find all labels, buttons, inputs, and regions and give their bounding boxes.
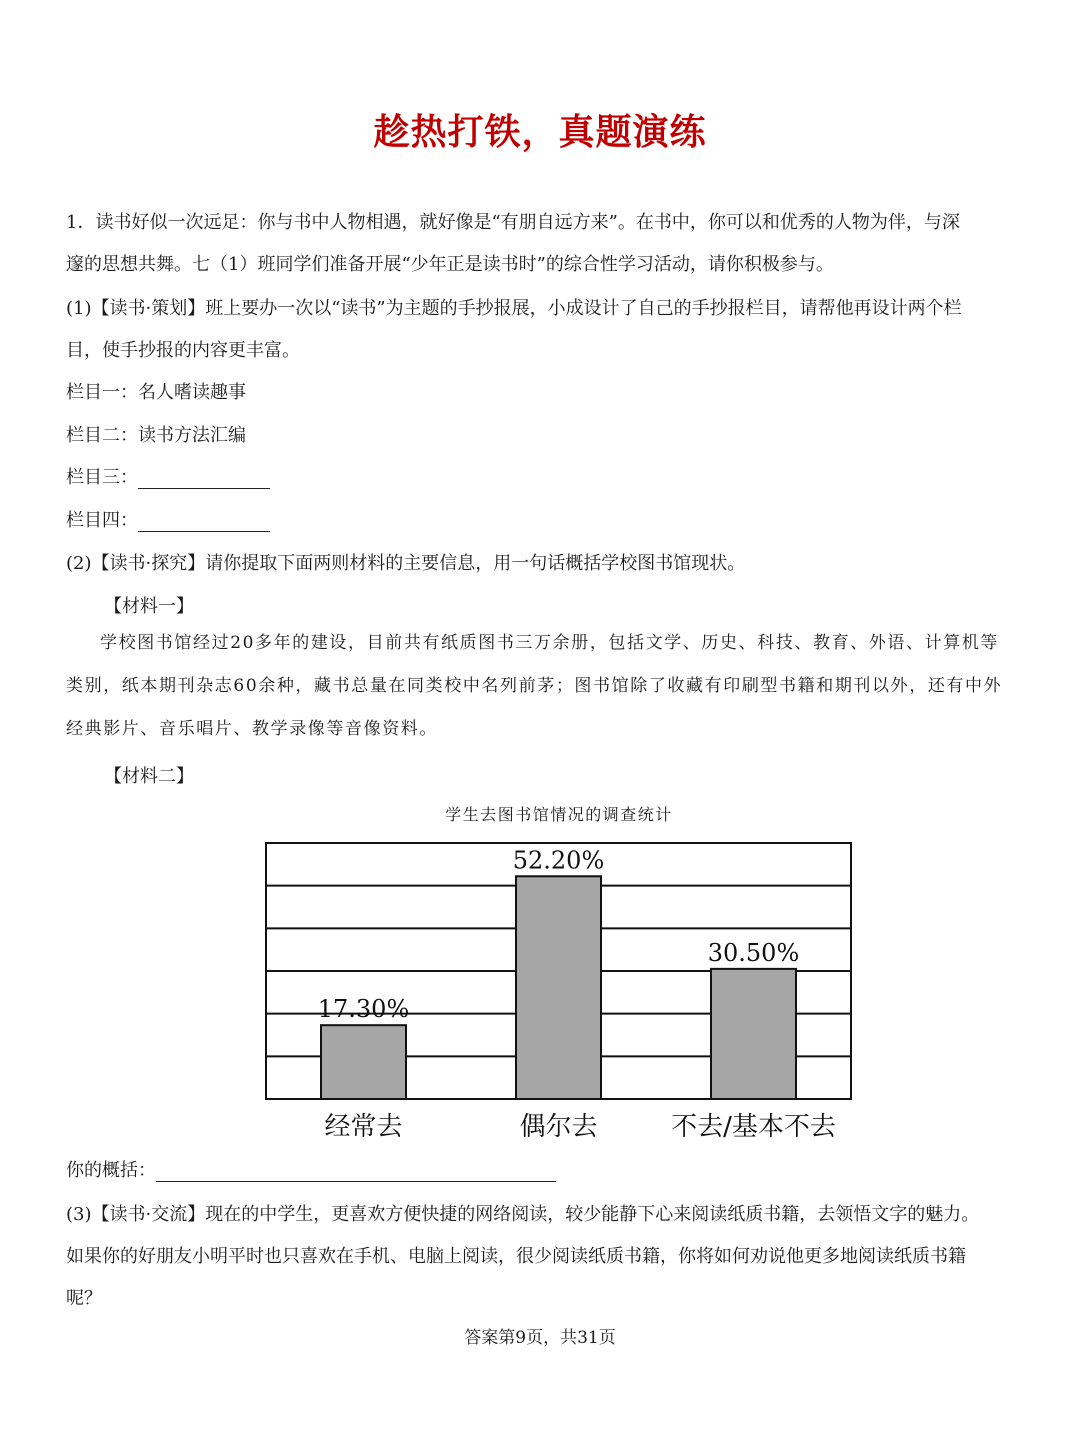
summary-label: 你的概括： [66,1160,156,1181]
part3-prompt-line-3: 呢？ [66,1288,102,1309]
part1-prompt-line-1: (1)【读书·策划】班上要办一次以“读书”为主题的手抄报展，小成设计了自己的手抄报栏目，请帮他再设计两个栏 [66,298,962,319]
part3-prompt-line-2: 如果你的好朋友小明平时也只喜欢在手机、电脑上阅读，很少阅读纸质书籍，你将如何劝说他更多地阅读纸质书籍 [66,1246,966,1267]
chart-bar [711,969,796,1099]
chart-data-label: 30.50% [707,938,800,967]
summary-answer-blank[interactable] [156,1163,556,1182]
question-intro-line-2: 邃的思想共舞。七（1）班同学们准备开展“少年正是读书时”的综合性学习活动，请你积极参与。 [66,254,834,275]
chart-data-label: 52.20% [512,846,605,875]
material2-label: 【材料二】 [104,766,194,787]
material1-text: 学校图书馆经过20多年的建设，目前共有纸质图书三万余册，包括文学、历史、科技、教育、外语、计算机等类别，纸本期刊杂志60余种，藏书总量在同类校中名列前茅；图书馆除了收藏有印刷型书籍和期刊以外，还有中外经典影片、音乐唱片、教学录像等音像资料。 [66,633,1003,739]
part2-prompt: (2)【读书·探究】请你提取下面两则材料的主要信息，用一句话概括学校图书馆现状。 [66,553,746,574]
chart-bar [321,1025,406,1099]
chart-category-label: 经常去 [324,1112,403,1142]
page-title: 趁热打铁，真题演练 [373,111,707,153]
column-two: 栏目二：读书方法汇编 [66,425,246,446]
chart-data-label: 17.30% [317,995,410,1024]
part3-prompt-line-1: (3)【读书·交流】现在的中学生，更喜欢方便快捷的网络阅读，较少能静下心来阅读纸质书籍，去领悟文字的魅力。 [66,1204,980,1225]
column-one: 栏目一：名人嗜读趣事 [66,382,246,403]
question-intro-line-1: 1．读书好似一次远足：你与书中人物相遇，就好像是“有朋自远方来”。在书中，你可以和优秀的人物为伴，与深 [66,212,960,233]
chart-title: 学生去图书馆情况的调查统计 [445,805,673,824]
chart-bar [516,876,601,1099]
chart-category-label: 偶尔去 [519,1112,598,1142]
column-four-label: 栏目四： [66,510,138,531]
column-three-label: 栏目三： [66,467,138,488]
material1-label: 【材料一】 [104,596,194,617]
page-footer: 答案第9页，共31页 [464,1328,616,1348]
chart-category-label: 不去/基本不去 [671,1112,836,1142]
summary-line [66,1156,556,1182]
part1-prompt-line-2: 目，使手抄报的内容更丰富。 [66,340,300,361]
